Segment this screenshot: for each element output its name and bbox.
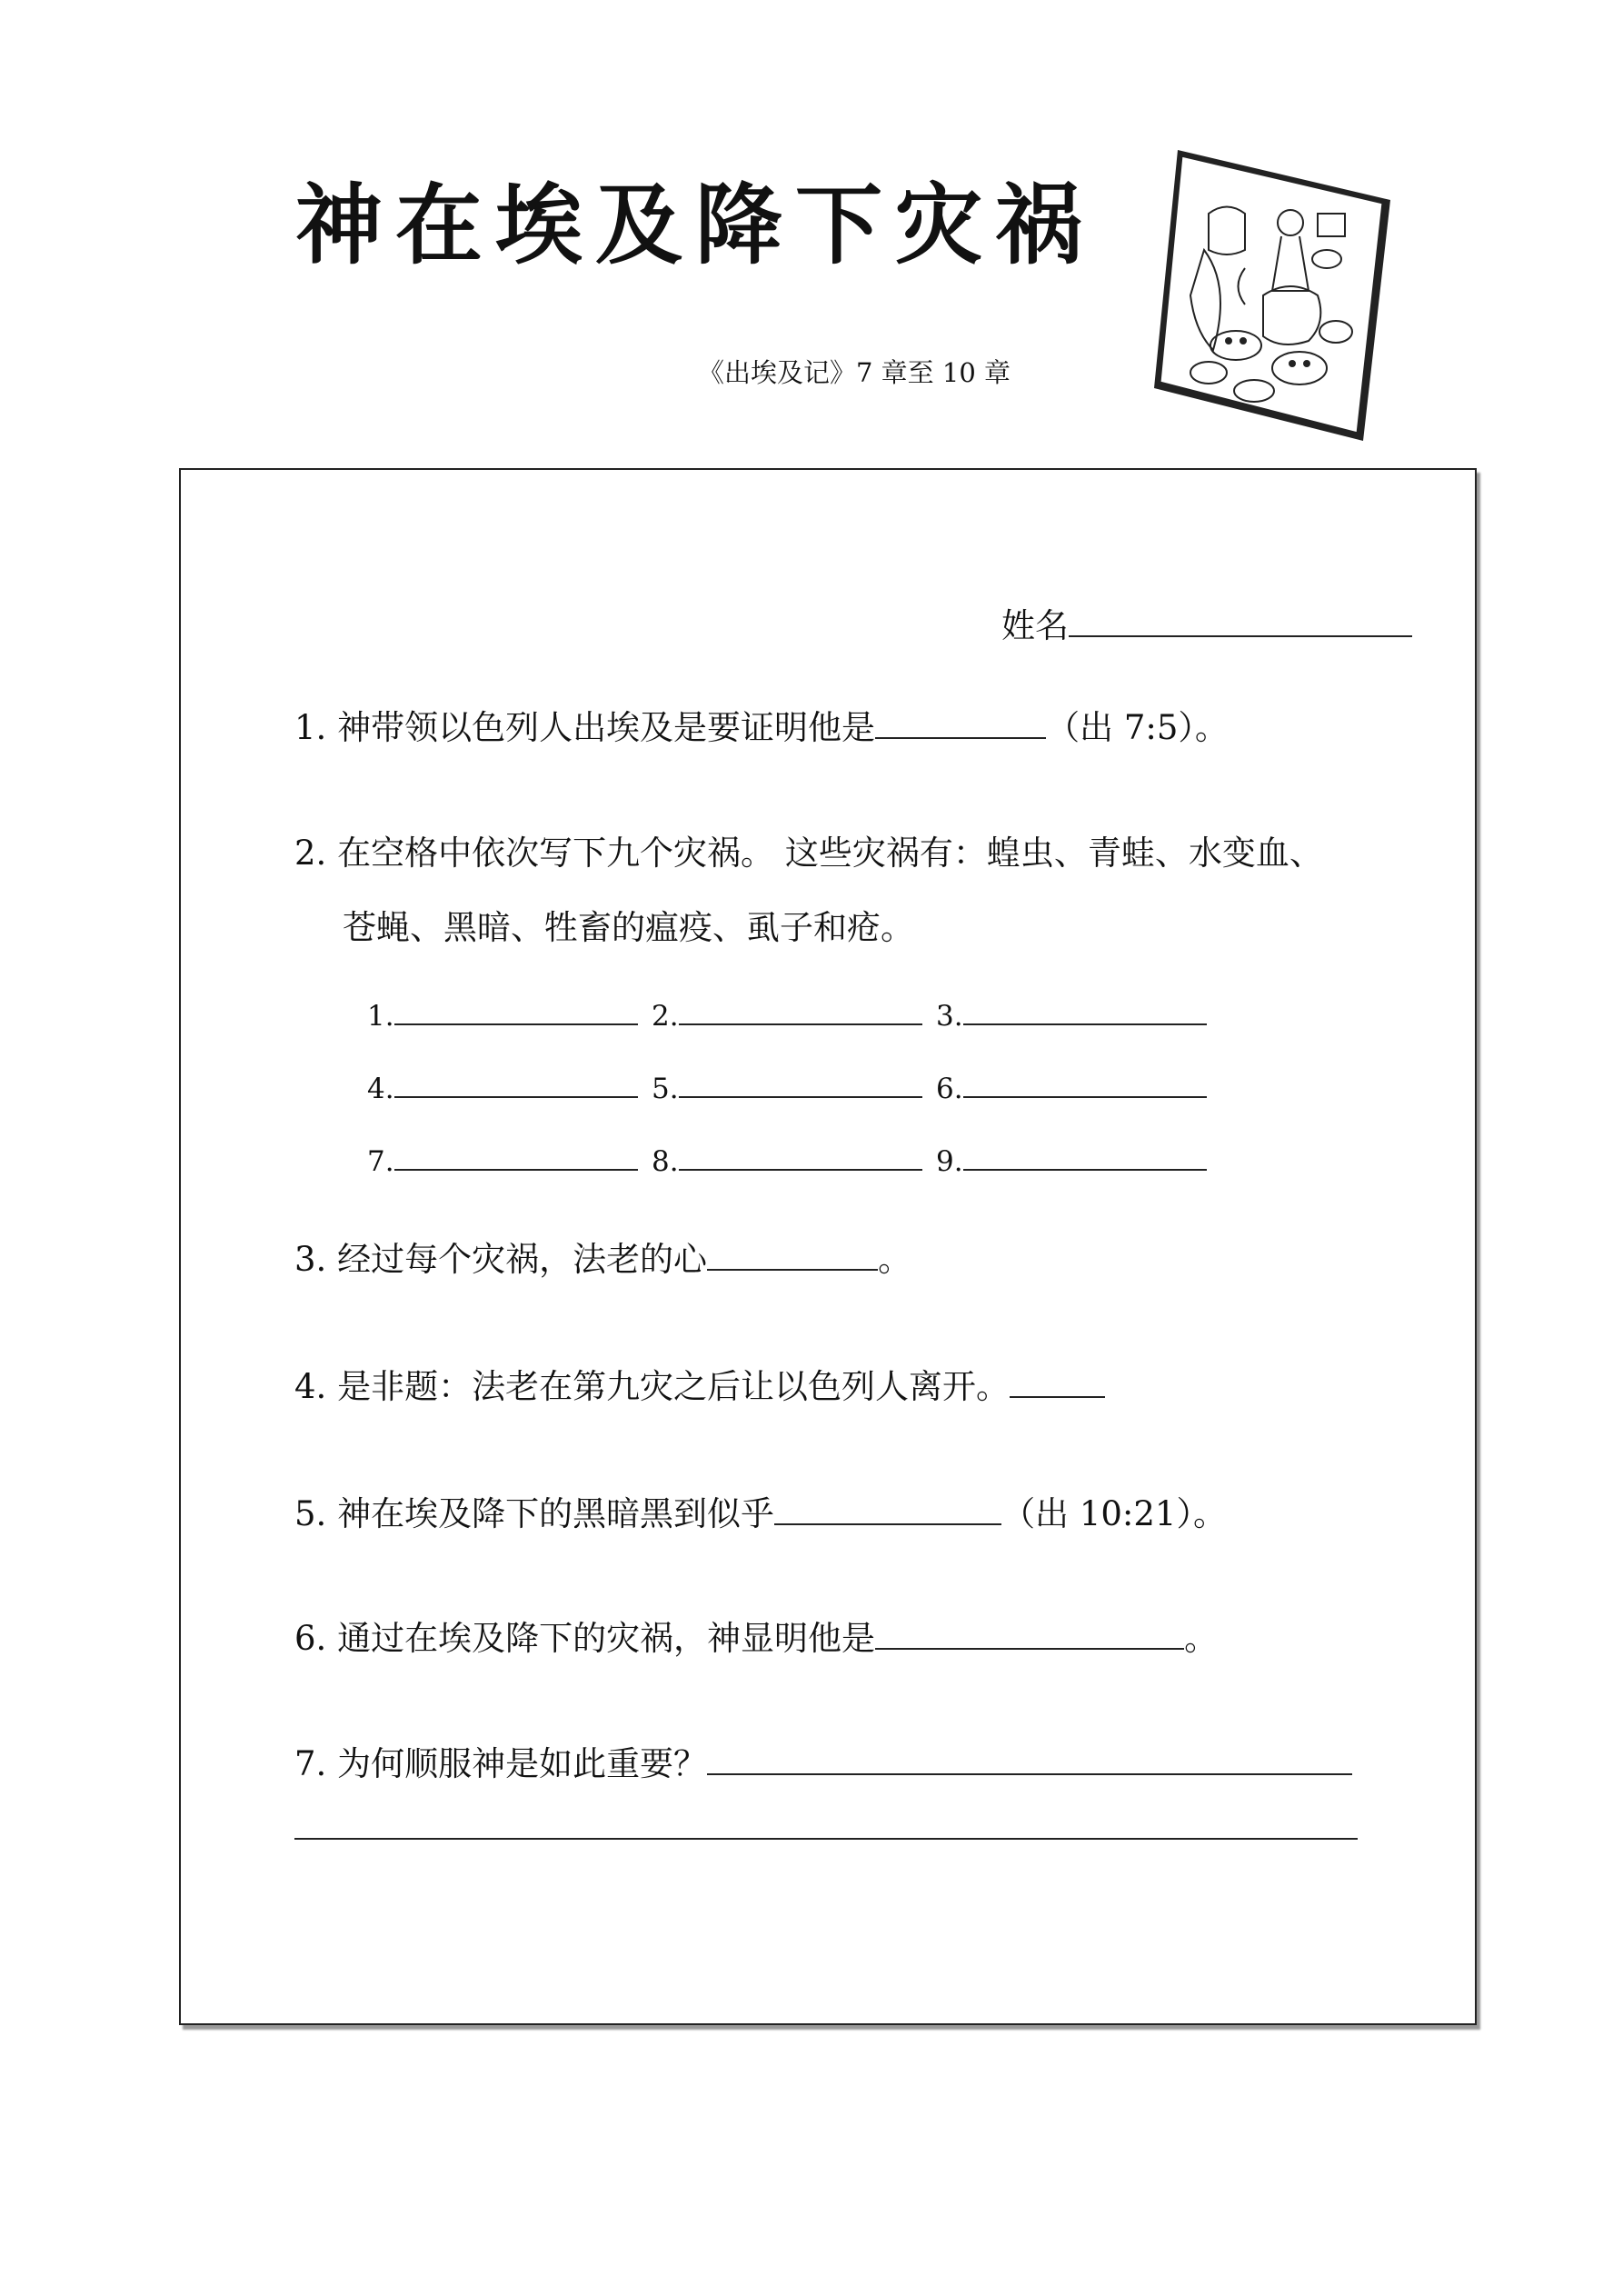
plague-blank-7[interactable]: 7. — [367, 1138, 638, 1179]
q7-answer-blank[interactable] — [707, 1742, 1352, 1775]
q5-answer-blank[interactable] — [774, 1492, 1001, 1525]
scripture-reference: 《出埃及记》7 章至 10 章 — [698, 357, 1011, 388]
question-6: 6. 通过在埃及降下的灾祸，神显明他是 。 — [294, 1619, 1219, 1658]
worksheet-box — [179, 468, 1477, 2025]
q4-answer-blank[interactable] — [1010, 1365, 1105, 1398]
q7-answer-line-2[interactable] — [294, 1838, 1358, 1840]
question-5: 5. 神在埃及降下的黑暗黑到似乎 （出 10:21）。 — [294, 1494, 1227, 1533]
plague-blank-4[interactable]: 4. — [367, 1065, 638, 1106]
page-title: 神在埃及降下灾祸 — [295, 175, 1095, 276]
plague-blank-5[interactable]: 5. — [652, 1065, 922, 1106]
pharaoh-frogs-illustration — [1154, 150, 1390, 441]
question-2-line2: 苍蝇、黑暗、牲畜的瘟疫、虱子和疮。 — [343, 908, 914, 947]
q1-answer-blank[interactable] — [875, 706, 1046, 739]
question-2-line1: 2. 在空格中依次写下九个灾祸。 这些灾祸有：蝗虫、青蛙、水变血、 — [294, 834, 1323, 873]
q3-answer-blank[interactable] — [707, 1238, 878, 1271]
plague-blank-1[interactable]: 1. — [367, 993, 638, 1033]
plague-blank-2[interactable]: 2. — [652, 993, 922, 1033]
question-7: 7. 为何顺服神是如此重要？ — [294, 1742, 1352, 1784]
q6-answer-blank[interactable] — [875, 1617, 1184, 1650]
plague-blank-3[interactable]: 3. — [936, 993, 1207, 1033]
question-3: 3. 经过每个灾祸，法老的心 。 — [294, 1240, 912, 1279]
question-1: 1. 神带领以色列人出埃及是要证明他是 （出 7:5）。 — [294, 708, 1229, 747]
plague-blank-8[interactable]: 8. — [652, 1138, 922, 1179]
plague-blank-6[interactable]: 6. — [936, 1065, 1207, 1106]
question-4: 4. 是非题：法老在第九灾之后让以色列人离开。 — [294, 1365, 1105, 1407]
name-field[interactable]: 姓名 — [1001, 604, 1412, 646]
plague-blank-9[interactable]: 9. — [936, 1138, 1207, 1179]
